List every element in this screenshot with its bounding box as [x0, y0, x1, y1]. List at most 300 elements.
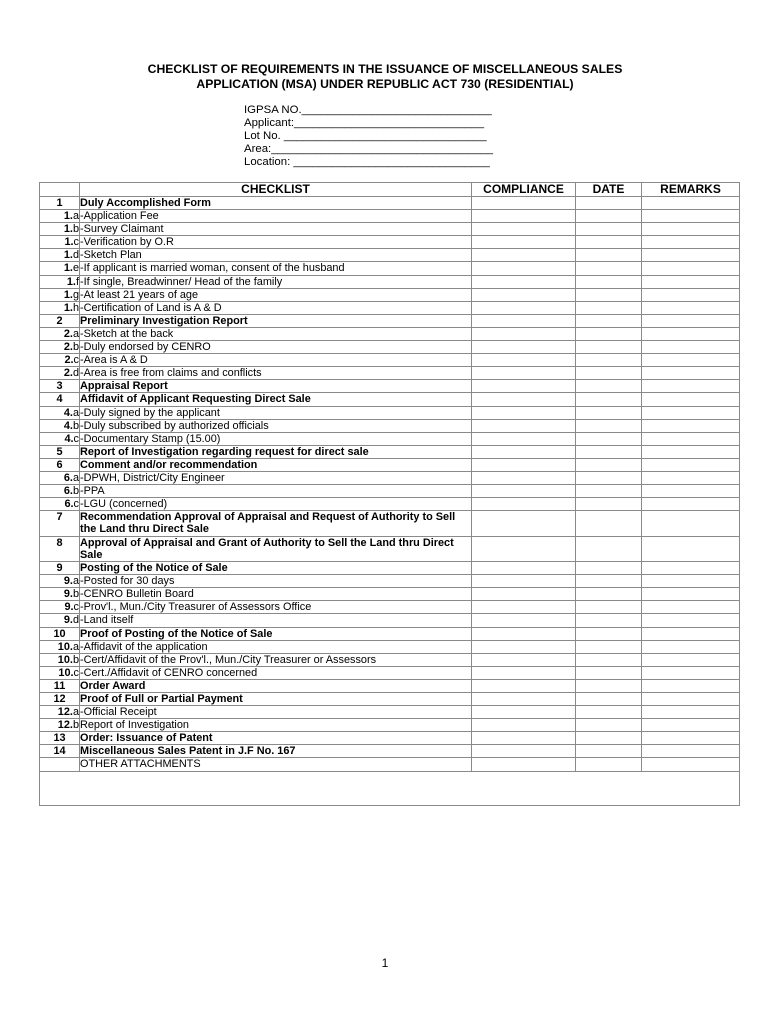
- item-number: [40, 301, 80, 314]
- checklist-item: Order Award: [80, 679, 472, 692]
- item-number-main: 1.: [64, 236, 74, 249]
- compliance-cell[interactable]: [472, 236, 576, 249]
- compliance-cell[interactable]: [472, 301, 576, 314]
- remarks-cell[interactable]: [642, 341, 740, 354]
- remarks-cell[interactable]: [642, 562, 740, 575]
- item-number-main: 2.: [64, 354, 74, 367]
- item-number-suffix: b: [72, 341, 79, 354]
- remarks-cell[interactable]: [642, 588, 740, 601]
- checklist-item: Report of Investigation regarding request for direct sale: [80, 445, 472, 458]
- remarks-cell[interactable]: [642, 640, 740, 653]
- item-number-suffix: a: [72, 210, 79, 223]
- remarks-cell[interactable]: [642, 706, 740, 719]
- remarks-cell[interactable]: [642, 471, 740, 484]
- item-number-suffix: b: [72, 485, 79, 498]
- date-cell[interactable]: [576, 666, 642, 679]
- date-cell[interactable]: [576, 614, 642, 627]
- remarks-cell[interactable]: [642, 262, 740, 275]
- item-number: [40, 249, 80, 262]
- item-number: [40, 458, 80, 471]
- item-number: [40, 432, 80, 445]
- date-cell[interactable]: [576, 380, 642, 393]
- checklist-item: Proof of Posting of the Notice of Sale: [80, 627, 472, 640]
- table-row: [40, 275, 740, 288]
- checklist-item: -Affidavit of the application: [80, 640, 472, 653]
- item-number-main: 12: [53, 692, 66, 705]
- date-cell[interactable]: [576, 249, 642, 262]
- table-row: [40, 327, 740, 340]
- checklist-item: -Duly signed by the applicant: [80, 406, 472, 419]
- remarks-cell[interactable]: [642, 719, 740, 732]
- blank-row: [40, 771, 740, 805]
- compliance-cell[interactable]: [472, 692, 576, 705]
- date-cell[interactable]: [576, 679, 642, 692]
- item-number-suffix: f: [75, 275, 79, 288]
- item-number: [40, 758, 80, 771]
- item-number: [40, 653, 80, 666]
- remarks-cell[interactable]: [642, 679, 740, 692]
- table-row: [40, 692, 740, 705]
- checklist-item: -Area is free from claims and conflicts: [80, 367, 472, 380]
- date-cell[interactable]: [576, 445, 642, 458]
- remarks-header: REMARKS: [642, 183, 740, 197]
- checklist-table: [39, 182, 740, 806]
- table-row: [40, 249, 740, 262]
- item-number: [40, 275, 80, 288]
- date-cell[interactable]: [576, 341, 642, 354]
- checklist-item: -Sketch at the back: [80, 327, 472, 340]
- igpsa-field[interactable]: IGPSA NO.______________________________: [244, 104, 492, 116]
- checklist-item: -Duly subscribed by authorized officials: [80, 419, 472, 432]
- item-number: [40, 380, 80, 393]
- item-number-suffix: c: [73, 354, 79, 367]
- item-number-suffix: b: [72, 223, 79, 236]
- item-number: [40, 354, 80, 367]
- date-cell[interactable]: [576, 692, 642, 705]
- page-number: 1: [381, 956, 389, 970]
- checklist-item: -If single, Breadwinner/ Head of the family: [80, 275, 472, 288]
- item-number-main: 1.: [63, 210, 73, 223]
- date-cell[interactable]: [576, 223, 642, 236]
- compliance-cell[interactable]: [472, 640, 576, 653]
- table-row: [40, 536, 740, 561]
- table-row: [40, 419, 740, 432]
- date-cell[interactable]: [576, 275, 642, 288]
- table-row: [40, 614, 740, 627]
- table-row: [40, 301, 740, 314]
- compliance-cell[interactable]: [472, 419, 576, 432]
- item-number-main: 6.: [64, 498, 74, 511]
- item-number-main: 3: [56, 380, 63, 393]
- compliance-cell[interactable]: [472, 485, 576, 498]
- table-row: [40, 666, 740, 679]
- table-row: [40, 393, 740, 406]
- date-cell[interactable]: [576, 706, 642, 719]
- table-row: [40, 719, 740, 732]
- remarks-cell[interactable]: [642, 536, 740, 561]
- remarks-cell[interactable]: [642, 498, 740, 511]
- compliance-cell[interactable]: [472, 288, 576, 301]
- remarks-cell[interactable]: [642, 249, 740, 262]
- compliance-cell[interactable]: [472, 262, 576, 275]
- compliance-cell[interactable]: [472, 458, 576, 471]
- compliance-cell[interactable]: [472, 223, 576, 236]
- remarks-cell[interactable]: [642, 758, 740, 771]
- remarks-cell[interactable]: [642, 653, 740, 666]
- item-number-main: 1: [56, 197, 63, 209]
- item-number: [40, 536, 80, 561]
- date-cell[interactable]: [576, 511, 642, 536]
- date-cell[interactable]: [576, 314, 642, 327]
- blank-cell[interactable]: [40, 771, 740, 805]
- item-number: [40, 236, 80, 249]
- item-number: [40, 314, 80, 327]
- item-number-main: 10: [53, 627, 66, 640]
- item-number: [40, 588, 80, 601]
- table-row: [40, 341, 740, 354]
- item-number: [40, 575, 80, 588]
- item-number: [40, 419, 80, 432]
- date-cell[interactable]: [576, 367, 642, 380]
- remarks-cell[interactable]: [642, 288, 740, 301]
- compliance-cell[interactable]: [472, 393, 576, 406]
- item-number: [40, 692, 80, 705]
- item-number-suffix: a: [72, 706, 79, 719]
- date-cell[interactable]: [576, 432, 642, 445]
- checklist-item: -Official Receipt: [80, 706, 472, 719]
- remarks-cell[interactable]: [642, 197, 740, 210]
- item-number-suffix: b: [72, 419, 79, 432]
- date-cell[interactable]: [576, 627, 642, 640]
- compliance-cell[interactable]: [472, 653, 576, 666]
- compliance-cell[interactable]: [472, 249, 576, 262]
- applicant-field[interactable]: Applicant:______________________________: [244, 117, 485, 130]
- item-number: [40, 719, 80, 732]
- item-number-main: 1.: [63, 249, 73, 262]
- remarks-cell[interactable]: [642, 223, 740, 236]
- checklist-item: Affidavit of Applicant Requesting Direct Sale: [80, 393, 472, 406]
- item-number: [40, 627, 80, 640]
- item-number-main: 9.: [63, 614, 73, 627]
- checklist-item: -Land itself: [80, 614, 472, 627]
- remarks-cell[interactable]: [642, 327, 740, 340]
- date-cell[interactable]: [576, 236, 642, 249]
- compliance-cell[interactable]: [472, 588, 576, 601]
- number-header: [40, 183, 80, 197]
- item-number-suffix: b: [72, 719, 79, 732]
- date-cell[interactable]: [576, 732, 642, 745]
- date-cell[interactable]: [576, 471, 642, 484]
- checklist-item: Preliminary Investigation Report: [80, 314, 472, 327]
- remarks-cell[interactable]: [642, 732, 740, 745]
- table-row: [40, 367, 740, 380]
- table-row: [40, 236, 740, 249]
- remarks-cell[interactable]: [642, 236, 740, 249]
- item-number-suffix: d: [72, 367, 79, 380]
- remarks-cell[interactable]: [642, 393, 740, 406]
- checklist-item: Order: Issuance of Patent: [80, 732, 472, 745]
- remarks-cell[interactable]: [642, 666, 740, 679]
- item-number-main: 12.: [57, 719, 73, 732]
- compliance-cell[interactable]: [472, 706, 576, 719]
- checklist-item: -CENRO Bulletin Board: [80, 588, 472, 601]
- item-number: [40, 445, 80, 458]
- date-cell[interactable]: [576, 327, 642, 340]
- compliance-cell[interactable]: [472, 536, 576, 561]
- checklist-item: -DPWH, District/City Engineer: [80, 471, 472, 484]
- compliance-cell[interactable]: [472, 627, 576, 640]
- remarks-cell[interactable]: [642, 575, 740, 588]
- item-number-main: 1.: [63, 262, 73, 275]
- remarks-cell[interactable]: [642, 419, 740, 432]
- item-number: [40, 327, 80, 340]
- remarks-cell[interactable]: [642, 275, 740, 288]
- checklist-item: Miscellaneous Sales Patent in J.F No. 167: [80, 745, 472, 758]
- item-number: [40, 706, 80, 719]
- date-cell[interactable]: [576, 419, 642, 432]
- checklist-item: -Survey Claimant: [80, 223, 472, 236]
- checklist-item: OTHER ATTACHMENTS: [80, 758, 472, 771]
- remarks-cell[interactable]: [642, 601, 740, 614]
- remarks-cell[interactable]: [642, 614, 740, 627]
- remarks-cell[interactable]: [642, 432, 740, 445]
- checklist-header: CHECKLIST: [80, 183, 472, 197]
- date-cell[interactable]: [576, 262, 642, 275]
- compliance-cell[interactable]: [472, 511, 576, 536]
- remarks-cell[interactable]: [642, 627, 740, 640]
- item-number: [40, 393, 80, 406]
- date-cell[interactable]: [576, 485, 642, 498]
- remarks-cell[interactable]: [642, 367, 740, 380]
- item-number: [40, 732, 80, 745]
- date-cell[interactable]: [576, 354, 642, 367]
- item-number-main: 1.: [66, 275, 76, 288]
- compliance-cell[interactable]: [472, 601, 576, 614]
- item-number: [40, 288, 80, 301]
- item-number: [40, 614, 80, 627]
- remarks-cell[interactable]: [642, 745, 740, 758]
- item-number-suffix: c: [73, 601, 79, 614]
- item-number-suffix: d: [72, 614, 79, 627]
- date-cell[interactable]: [576, 601, 642, 614]
- item-number-main: 6: [56, 458, 63, 471]
- remarks-cell[interactable]: [642, 354, 740, 367]
- checklist-item: -LGU (concerned): [80, 498, 472, 511]
- compliance-cell[interactable]: [472, 666, 576, 679]
- table-row: [40, 562, 740, 575]
- date-cell[interactable]: [576, 575, 642, 588]
- table-row: [40, 210, 740, 223]
- item-number-suffix: a: [72, 575, 79, 588]
- remarks-cell[interactable]: [642, 380, 740, 393]
- compliance-cell[interactable]: [472, 445, 576, 458]
- remarks-cell[interactable]: [642, 445, 740, 458]
- table-row: [40, 640, 740, 653]
- item-number-main: 5: [56, 445, 63, 458]
- item-number: [40, 406, 80, 419]
- table-row: [40, 485, 740, 498]
- item-number-suffix: c: [73, 666, 79, 679]
- remarks-cell[interactable]: [642, 314, 740, 327]
- area-field[interactable]: Area:___________________________________: [244, 143, 493, 156]
- compliance-cell[interactable]: [472, 498, 576, 511]
- compliance-cell[interactable]: [472, 327, 576, 340]
- remarks-cell[interactable]: [642, 210, 740, 223]
- date-cell[interactable]: [576, 536, 642, 561]
- item-number-main: 12.: [57, 706, 73, 719]
- item-number: [40, 471, 80, 484]
- item-number: [40, 341, 80, 354]
- checklist-item: Duly Accomplished Form: [80, 197, 472, 210]
- compliance-cell[interactable]: [472, 719, 576, 732]
- item-number-suffix: b: [72, 653, 79, 666]
- date-cell[interactable]: [576, 562, 642, 575]
- item-number-suffix: c: [73, 236, 79, 249]
- title-line-2: APPLICATION (MSA) UNDER REPUBLIC ACT 730 (RESIDENTIAL): [196, 77, 574, 91]
- lot-number-field[interactable]: Lot No. ________________________________: [244, 130, 487, 143]
- item-number-main: 9: [56, 562, 63, 575]
- item-number-suffix: a: [72, 327, 79, 340]
- table-header-row: [40, 183, 740, 197]
- compliance-cell[interactable]: [472, 341, 576, 354]
- checklist-item: -Duly endorsed by CENRO: [80, 341, 472, 354]
- compliance-cell[interactable]: [472, 314, 576, 327]
- checklist-item: -PPA: [80, 485, 472, 498]
- date-cell[interactable]: [576, 210, 642, 223]
- compliance-cell[interactable]: [472, 679, 576, 692]
- table-row: [40, 354, 740, 367]
- date-cell[interactable]: [576, 758, 642, 771]
- compliance-cell[interactable]: [472, 210, 576, 223]
- date-cell[interactable]: [576, 197, 642, 210]
- compliance-cell[interactable]: [472, 614, 576, 627]
- item-number: [40, 223, 80, 236]
- checklist-item: Recommendation Approval of Appraisal and Request of Authority to Sell the Land thru Direct Sale: [80, 511, 472, 536]
- table-row: [40, 197, 740, 210]
- checklist-item: -Posted for 30 days: [80, 575, 472, 588]
- compliance-cell[interactable]: [472, 197, 576, 210]
- compliance-cell[interactable]: [472, 380, 576, 393]
- compliance-cell[interactable]: [472, 367, 576, 380]
- item-number: [40, 745, 80, 758]
- compliance-cell[interactable]: [472, 575, 576, 588]
- item-number-main: 4.: [64, 432, 74, 445]
- table-row: [40, 406, 740, 419]
- compliance-cell[interactable]: [472, 471, 576, 484]
- date-cell[interactable]: [576, 745, 642, 758]
- item-number-suffix: a: [72, 406, 79, 419]
- date-cell[interactable]: [576, 393, 642, 406]
- title-line-1: CHECKLIST OF REQUIREMENTS IN THE ISSUANCE OF MISCELLANEOUS SALES: [147, 62, 623, 76]
- table-row: [40, 314, 740, 327]
- compliance-cell[interactable]: [472, 745, 576, 758]
- item-number-main: 9.: [63, 575, 73, 588]
- date-cell[interactable]: [576, 653, 642, 666]
- table-row: [40, 758, 740, 771]
- item-number: [40, 562, 80, 575]
- date-cell[interactable]: [576, 719, 642, 732]
- date-cell[interactable]: [576, 288, 642, 301]
- table-row: [40, 511, 740, 536]
- checklist-item: Approval of Appraisal and Grant of Authority to Sell the Land thru Direct Sale: [80, 536, 472, 561]
- item-number-suffix: c: [73, 432, 79, 445]
- item-number-main: 2.: [63, 327, 73, 340]
- item-number: [40, 601, 80, 614]
- item-number-main: 9.: [64, 601, 74, 614]
- item-number: [40, 498, 80, 511]
- item-number: [40, 197, 80, 210]
- item-number-main: 1.: [63, 223, 73, 236]
- remarks-cell[interactable]: [642, 511, 740, 536]
- date-cell[interactable]: [576, 301, 642, 314]
- item-number-suffix: a: [72, 640, 79, 653]
- checklist-item: Appraisal Report: [80, 380, 472, 393]
- table-row: [40, 262, 740, 275]
- remarks-cell[interactable]: [642, 458, 740, 471]
- table-row: [40, 575, 740, 588]
- table-row: [40, 288, 740, 301]
- applicant-fields: [244, 104, 493, 169]
- date-cell[interactable]: [576, 458, 642, 471]
- item-number-suffix: c: [73, 498, 79, 511]
- date-cell[interactable]: [576, 640, 642, 653]
- compliance-cell[interactable]: [472, 275, 576, 288]
- item-number-main: 1.: [63, 301, 73, 314]
- item-number-main: 2: [56, 314, 63, 327]
- item-number-main: 2.: [63, 367, 73, 380]
- table-row: [40, 471, 740, 484]
- table-row: [40, 706, 740, 719]
- item-number: [40, 679, 80, 692]
- item-number-main: 14: [53, 745, 66, 758]
- item-number-main: 4: [56, 393, 63, 406]
- compliance-cell[interactable]: [472, 406, 576, 419]
- table-row: [40, 380, 740, 393]
- item-number-main: 9.: [63, 588, 73, 601]
- table-row: [40, 588, 740, 601]
- table-row: [40, 445, 740, 458]
- item-number-main: 1.: [63, 288, 73, 301]
- item-number-main: 6.: [63, 471, 73, 484]
- compliance-cell[interactable]: [472, 562, 576, 575]
- checklist-item: Proof of Full or Partial Payment: [80, 692, 472, 705]
- remarks-cell[interactable]: [642, 301, 740, 314]
- remarks-cell[interactable]: [642, 406, 740, 419]
- date-cell[interactable]: [576, 498, 642, 511]
- date-cell[interactable]: [576, 588, 642, 601]
- compliance-cell[interactable]: [472, 758, 576, 771]
- checklist-item: -If applicant is married woman, consent of the husband: [80, 262, 472, 275]
- item-number: [40, 367, 80, 380]
- remarks-cell[interactable]: [642, 692, 740, 705]
- item-number-main: 11: [53, 679, 66, 692]
- item-number: [40, 511, 80, 536]
- remarks-cell[interactable]: [642, 485, 740, 498]
- item-number-main: 6.: [63, 485, 73, 498]
- date-cell[interactable]: [576, 406, 642, 419]
- compliance-cell[interactable]: [472, 432, 576, 445]
- item-number-suffix: d: [72, 249, 79, 262]
- checklist-item: -Cert/Affidavit of the Prov'l., Mun./City Treasurer or Assessors: [80, 653, 472, 666]
- item-number-main: 10.: [58, 666, 74, 679]
- checklist-item: -Cert./Affidavit of CENRO concerned: [80, 666, 472, 679]
- compliance-cell[interactable]: [472, 732, 576, 745]
- item-number: [40, 666, 80, 679]
- compliance-cell[interactable]: [472, 354, 576, 367]
- checklist-item: -Certification of Land is A & D: [80, 301, 472, 314]
- location-field[interactable]: Location: _______________________________: [244, 156, 490, 169]
- item-number-suffix: g: [72, 288, 79, 301]
